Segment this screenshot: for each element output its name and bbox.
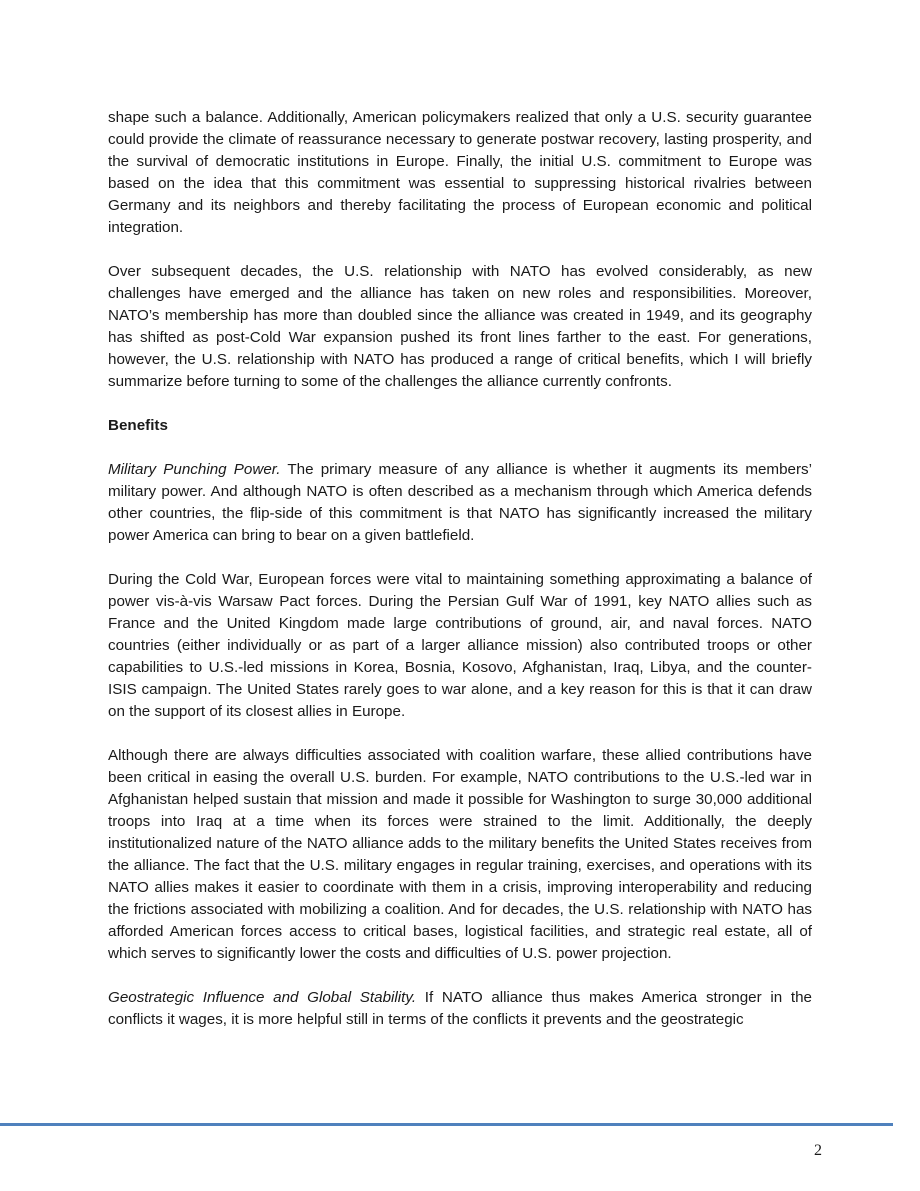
page-body: [108, 107, 812, 1053]
paragraph-military-punching-power: [108, 459, 812, 547]
section-heading-benefits: Benefits: [108, 417, 168, 434]
paragraph-cold-war: During the Cold War, European forces were vital to maintaining something approximating a balance of power vis-à-vis Warsaw Pact forces. During the Persian Gulf War of 1991, key NATO allies such as France and the United Kingdom made large contributions of ground, air, and naval forces. NATO countries (either individually or as part of a larger alliance mission) also contributed troops or other capabilities to U.S.-led missions in Korea, Bosnia, Kosovo, Afghanistan, Iraq, Libya, and the counter-ISIS campaign. The United States rarely goes to war alone, and a key reason for this is that it can draw on the support of its closest allies in Europe.: [108, 571, 812, 720]
paragraph-geostrategic-influence: [108, 987, 812, 1031]
paragraph-lead-geostrategic-influence: Geostrategic Influence and Global Stability.: [108, 989, 417, 1006]
paragraph-subsequent-decades: Over subsequent decades, the U.S. relationship with NATO has evolved considerably, as new challenges have emerged and the alliance has taken on new roles and responsibilities. Moreover, NATO’s membership has more than doubled since the alliance was created in 1949, and its geography has shifted as post-Cold War expansion pushed its front lines farther to the east. For generations, however, the U.S. relationship with NATO has produced a range of critical benefits, which I will briefly summarize before turning to some of the challenges the alliance currently confronts.: [108, 263, 812, 390]
footer-divider: [0, 1123, 893, 1126]
paragraph-intro-continuation: shape such a balance. Additionally, American policymakers realized that only a U.S. security guarantee could provide the climate of reassurance necessary to generate postwar recovery, lasting prosperity, and the survival of democratic institutions in Europe. Finally, the initial U.S. commitment to Europe was based on the idea that this commitment was essential to suppressing historical rivalries between Germany and its neighbors and thereby facilitating the process of European economic and political integration.: [108, 109, 812, 236]
page-number: 2: [814, 1142, 822, 1159]
paragraph-body-geostrategic-influence: If NATO alliance thus makes America stronger in the conflicts it wages, it is more helpful still in terms of the conflicts it prevents and the geostrategic: [108, 989, 812, 1028]
paragraph-coalition-warfare: Although there are always difficulties associated with coalition warfare, these allied contributions have been critical in easing the overall U.S. burden. For example, NATO contributions to the U.S.-led war in Afghanistan helped sustain that mission and made it possible for Washington to surge 30,000 additional troops into Iraq at a time when its forces were strained to the limit. Additionally, the deeply institutionalized nature of the NATO alliance adds to the military benefits the United States receives from the alliance. The fact that the U.S. military engages in regular training, exercises, and operations with its NATO allies makes it easier to coordinate with them in a crisis, improving interoperability and reducing the frictions associated with mobilizing a coalition. And for decades, the U.S. relationship with NATO has afforded American forces access to critical bases, logistical facilities, and strategic real estate, all of which serves to significantly lower the costs and difficulties of U.S. power projection.: [108, 747, 812, 962]
paragraph-body-military-punching-power: The primary measure of any alliance is whether it augments its members’ military power. And although NATO is often described as a mechanism through which America defends other countries, the flip-side of this commitment is that NATO has significantly increased the military power America can bring to bear on a given battlefield.: [108, 461, 812, 544]
paragraph-lead-military-punching-power: Military Punching Power.: [108, 461, 281, 478]
